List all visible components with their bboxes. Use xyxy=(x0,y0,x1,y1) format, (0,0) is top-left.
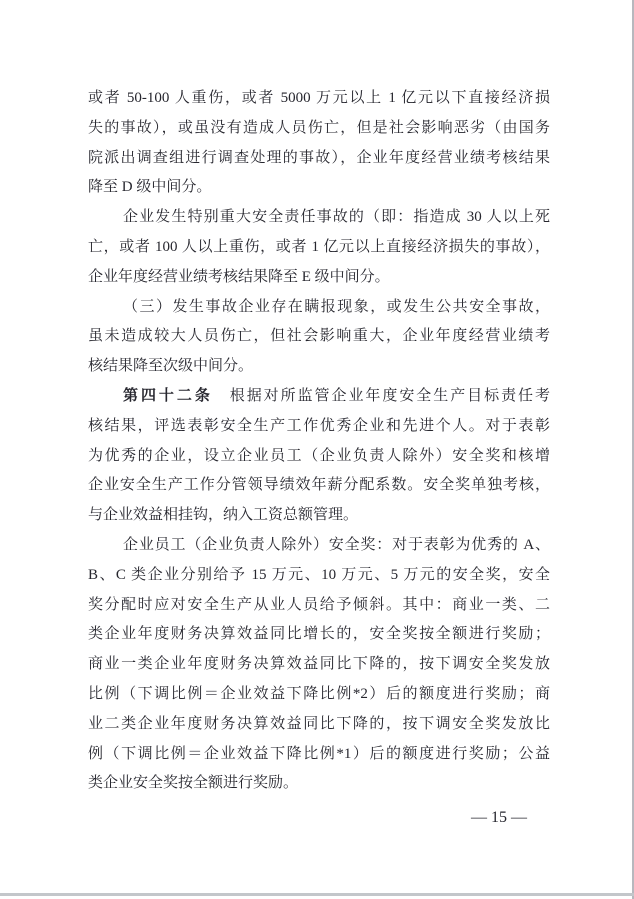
text-line: 院派出调查组进行调查处理的事故），企业年度经营业绩考核结果 xyxy=(88,149,550,166)
text-line: 降至 D 级中间分。 xyxy=(88,179,212,196)
text-run: 根据对所监管企业年度安全生产目标责任考 xyxy=(212,387,550,404)
text-line: 核结果降至次级中间分。 xyxy=(88,358,254,375)
text-line: 与企业效益相挂钩，纳入工资总额管理。 xyxy=(88,507,359,524)
text-line: 企业员工（企业负责人除外）安全奖：对于表彰为优秀的 A、 xyxy=(123,536,550,553)
page-right-edge-line xyxy=(632,0,634,899)
text-line: 或者 50-100 人重伤，或者 5000 万元以上 1 亿元以下直接经济损 xyxy=(88,90,550,106)
text-line: 奖分配时应对安全生产从业人员给予倾斜。其中：商业一类、二 xyxy=(88,596,550,613)
text-line: B、C 类企业分别给予 15 万元、10 万元、5 万元的安全奖，安全 xyxy=(88,566,550,583)
text-line: 例（下调比例＝企业效益下降比例*1）后的额度进行奖励；公益 xyxy=(88,745,550,762)
text-line: 亡，或者 100 人以上重伤，或者 1 亿元以上直接经济损失的事故）， xyxy=(88,238,550,255)
text-line: （三）发生事故企业存在瞒报现象，或发生公共安全事故， xyxy=(123,298,550,315)
text-line: 企业安全生产工作分管领导绩效年薪分配系数。安全奖单独考核， xyxy=(88,477,550,494)
article-number-heading: 第四十二条 xyxy=(123,387,213,404)
text-line: 企业发生特别重大安全责任事故的（即：指造成 30 人以上死 xyxy=(123,209,550,226)
text-line xyxy=(88,382,550,412)
text-line: 企业年度经营业绩考核结果降至 E 级中间分。 xyxy=(88,268,390,285)
page-footer xyxy=(88,803,550,833)
text-line: 失的事故），或虽没有造成人员伤亡，但是社会影响恶劣（由国务 xyxy=(88,119,550,136)
text-line: 类企业年度财务决算效益同比增长的，安全奖按全额进行奖励； xyxy=(88,626,550,643)
text-line: 业二类企业年度财务决算效益同比下降的，按下调安全奖发放比 xyxy=(88,715,550,732)
page-number: — 15 — xyxy=(471,809,527,826)
text-line: 商业一类企业年度财务决算效益同比下降的，按下调安全奖发放 xyxy=(88,656,550,673)
text-line: 类企业安全奖按全额进行奖励。 xyxy=(88,775,299,792)
text-line: 比例（下调比例＝企业效益下降比例*2）后的额度进行奖励；商 xyxy=(88,685,550,702)
text-line: 核结果，评选表彰安全生产工作优秀企业和先进个人。对于表彰 xyxy=(88,417,550,434)
page-bottom-edge-line xyxy=(0,893,634,896)
text-line: 虽未造成较大人员伤亡，但社会影响重大，企业年度经营业绩考 xyxy=(88,328,550,345)
text-line: 为优秀的企业，设立企业员工（企业负责人除外）安全奖和核增 xyxy=(88,447,550,464)
document-body xyxy=(88,84,550,799)
